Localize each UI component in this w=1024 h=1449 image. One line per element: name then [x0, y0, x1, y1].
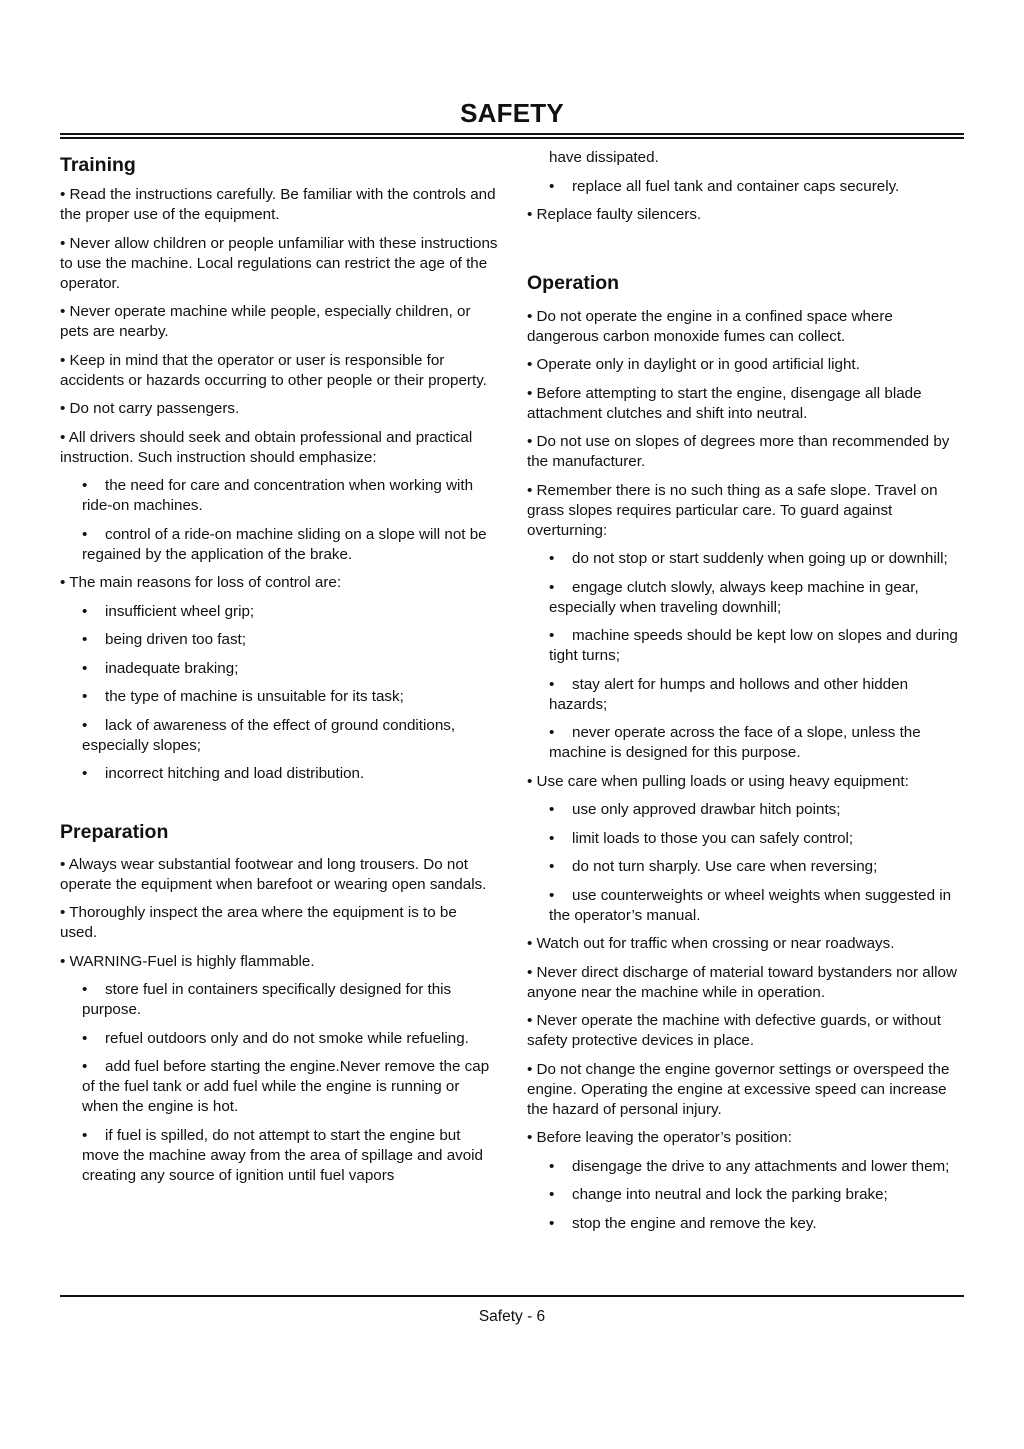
bullet-icon: • — [82, 981, 88, 998]
fuel-item: • add fuel before starting the engine.Never remove the cap of the fuel tank or add fuel while the engine is running or when the engine is hot. — [82, 1058, 490, 1115]
preparation-list — [60, 855, 498, 1186]
bullet-icon: • — [82, 602, 88, 620]
load-item: • use counterweights or wheel weights when suggested in the operator’s manual. — [549, 886, 952, 924]
preparation-item: • Replace faulty silencers. — [527, 206, 702, 223]
reason-item: • inadequate braking; — [82, 659, 239, 677]
training-item: • Keep in mind that the operator or user is responsible for accidents or hazards occurring to other people or their property. — [60, 351, 487, 389]
fuel-item: • refuel outdoors only and do not smoke while refueling. — [82, 1029, 469, 1047]
slope-item: • never operate across the face of a slope, unless the machine is designed for this purpose. — [549, 724, 921, 761]
bullet-icon: • — [549, 578, 555, 596]
reason-item: • insufficient wheel grip; — [82, 602, 255, 620]
bullet-icon: • — [82, 1058, 88, 1075]
training-item: • All drivers should seek and obtain professional and practical instruction. Such instruction should emphasize: — [60, 428, 473, 466]
preparation-item: • Always wear substantial footwear and long trousers. Do not operate the equipment when barefoot or wearing open sandals. — [60, 855, 487, 893]
operation-item: • Do not change the engine governor settings or overspeed the engine. Operating the engine at excessive speed can increase the hazard of personal injury. — [527, 1060, 950, 1118]
bullet-icon: • — [549, 627, 555, 644]
bullet-icon: • — [549, 829, 555, 847]
bullet-icon: • — [82, 631, 88, 648]
load-item: • do not turn sharply. Use care when reversing; — [549, 858, 878, 875]
reason-item: • being driven too fast; — [82, 631, 246, 648]
slope-item: • machine speeds should be kept low on slopes and during tight turns; — [549, 627, 958, 664]
section-heading-operation: Operation — [527, 271, 620, 294]
bullet-icon: • — [549, 724, 555, 741]
operation-item: • Operate only in daylight or in good artificial light. — [527, 356, 860, 373]
emphasize-item: • the need for care and concentration when working with ride-on machines. — [82, 477, 474, 514]
training-item: • Do not carry passengers. — [60, 400, 240, 417]
bullet-icon: • — [549, 801, 555, 818]
operation-item: • Do not use on slopes of degrees more than recommended by the manufacturer. — [527, 433, 950, 470]
preparation-item: • WARNING-Fuel is highly flammable. — [60, 952, 315, 970]
fuel-item: • store fuel in containers specifically designed for this purpose. — [82, 981, 452, 1018]
bullet-icon: • — [549, 1157, 555, 1175]
leaving-item: • stop the engine and remove the key. — [549, 1214, 817, 1232]
operation-item: • Watch out for traffic when crossing or near roadways. — [527, 935, 895, 952]
slope-item: • do not stop or start suddenly when going up or downhill; — [549, 550, 948, 567]
operation-item: • Before attempting to start the engine, disengage all blade attachment clutches and shift into neutral. — [527, 384, 922, 422]
leaving-item: • disengage the drive to any attachments and lower them; — [549, 1157, 950, 1175]
bullet-icon: • — [549, 1186, 555, 1203]
operation-item: • Never operate the machine with defective guards, or without safety protective devices in place. — [527, 1012, 941, 1049]
bullet-icon: • — [549, 1214, 555, 1232]
training-list — [60, 185, 498, 784]
bullet-icon: • — [82, 525, 88, 543]
reasons-intro: • The main reasons for loss of control are: — [60, 574, 342, 591]
left-column — [60, 148, 498, 1194]
bullet-icon: • — [82, 477, 88, 494]
footer-rule — [60, 1295, 964, 1297]
training-item: • Never allow children or people unfamiliar with these instructions to use the machine. Local regulations can restrict the age of the operator. — [60, 234, 498, 292]
bullet-icon: • — [549, 550, 555, 567]
operation-list — [527, 307, 967, 1234]
bullet-icon: • — [82, 659, 88, 677]
section-heading-preparation: Preparation — [60, 820, 169, 843]
bullet-icon: • — [549, 886, 555, 904]
operation-item: • Before leaving the operator’s position: — [527, 1129, 792, 1146]
reason-item: • the type of machine is unsuitable for its task; — [82, 688, 404, 705]
slope-item: • stay alert for humps and hollows and other hidden hazards; — [549, 675, 909, 713]
bullet-icon: • — [549, 177, 555, 195]
reason-item: • lack of awareness of the effect of ground conditions, especially slopes; — [82, 716, 456, 754]
page-number: Safety - 6 — [478, 1308, 546, 1325]
bullet-icon: • — [82, 1029, 88, 1047]
training-item: • Read the instructions carefully. Be familiar with the controls and the proper use of the equipment. — [60, 186, 496, 223]
operation-item: • Never direct discharge of material toward bystanders nor allow anyone near the machine while in operation. — [527, 963, 957, 1001]
bullet-icon: • — [82, 716, 88, 734]
bullet-icon: • — [82, 1126, 88, 1144]
reason-item: • incorrect hitching and load distribution. — [82, 765, 365, 782]
loads-intro: • Use care when pulling loads or using heavy equipment: — [527, 772, 909, 790]
header-double-rule — [60, 133, 964, 139]
preparation-item: • Thoroughly inspect the area where the equipment is to be used. — [60, 904, 457, 941]
operation-item: • Do not operate the engine in a confined space where dangerous carbon monoxide fumes can collect. — [527, 307, 893, 345]
operation-item: • Remember there is no such thing as a safe slope. Travel on grass slopes requires particular care. To guard against overturning: — [527, 481, 938, 539]
fuel-item: • if fuel is spilled, do not attempt to start the engine but move the machine away from the area of spillage and avoid creating any source of ignition until fuel vapors — [82, 1126, 484, 1184]
page-title: SAFETY — [460, 98, 564, 128]
load-item: • use only approved drawbar hitch points; — [549, 801, 841, 818]
fuel-item: • replace all fuel tank and container caps securely. — [549, 177, 900, 195]
fuel-item-continued: have dissipated. — [549, 149, 659, 166]
leaving-item: • change into neutral and lock the parking brake; — [549, 1186, 888, 1203]
slope-item: • engage clutch slowly, always keep machine in gear, especially when traveling downhill; — [549, 578, 919, 616]
emphasize-item: • control of a ride-on machine sliding on a slope will not be regained by the application of the brake. — [82, 525, 487, 563]
bullet-icon: • — [82, 688, 88, 705]
bullet-icon: • — [549, 858, 555, 875]
bullet-icon: • — [549, 675, 555, 693]
bullet-icon: • — [82, 765, 88, 782]
right-column — [527, 148, 967, 1242]
load-item: • limit loads to those you can safely control; — [549, 829, 854, 847]
section-heading-training: Training — [60, 154, 136, 176]
training-item: • Never operate machine while people, especially children, or pets are nearby. — [60, 303, 471, 340]
